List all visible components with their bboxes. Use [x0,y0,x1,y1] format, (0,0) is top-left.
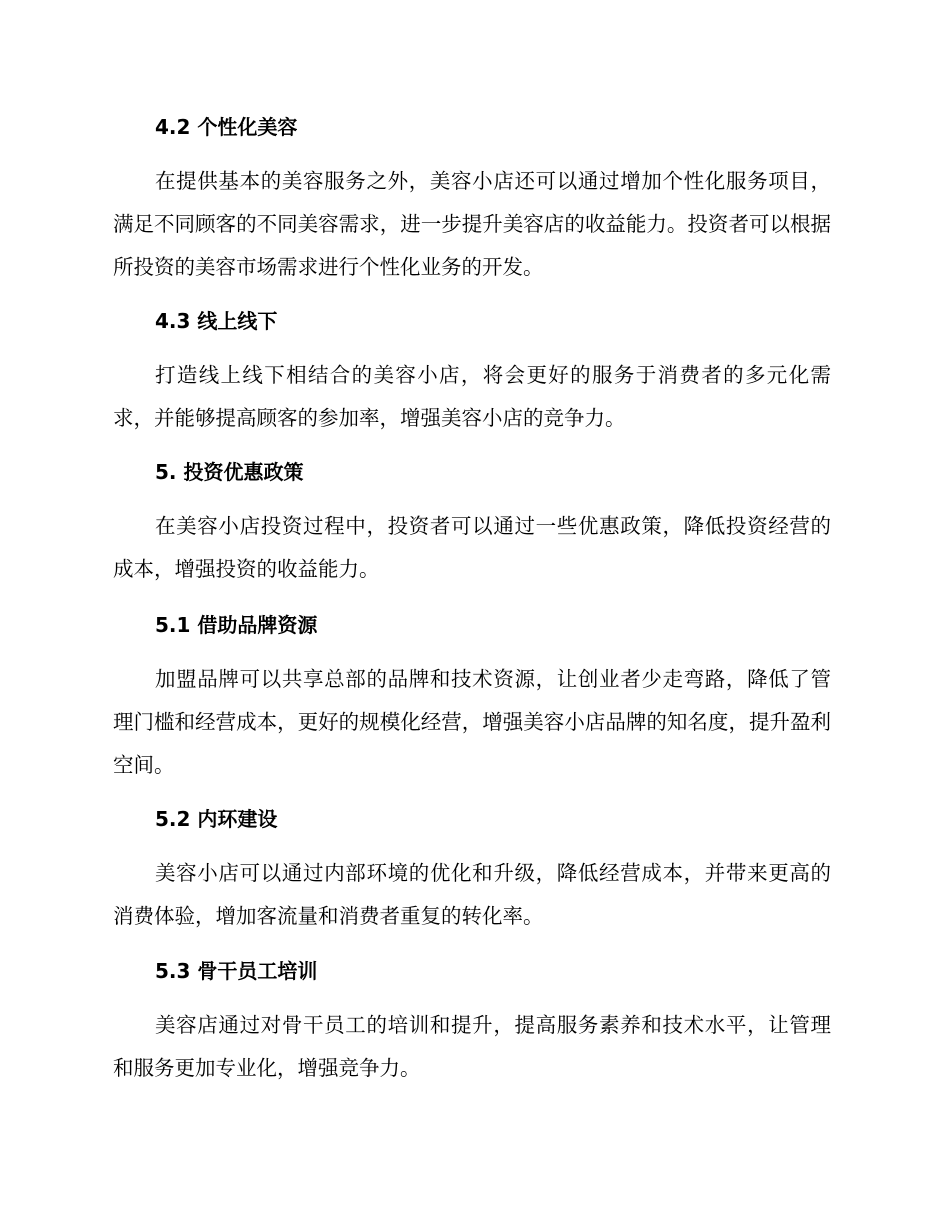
section-paragraph: 在提供基本的美容服务之外，美容小店还可以通过增加个性化服务项目，满足不同顾客的不同美容需求，进一步提升美容店的收益能力。投资者可以根据所投资的美容市场需求进行个性化业务的开发。 [113,169,831,279]
section-heading: 5.3 骨干员工培训 [155,959,318,983]
section-heading: 5.2 内环建设 [155,807,278,831]
section-heading: 4.3 线上线下 [155,309,278,333]
section-paragraph: 在美容小店投资过程中，投资者可以通过一些优惠政策，降低投资经营的成本，增强投资的收益能力。 [113,514,831,581]
section-4-3 [113,309,831,440]
section-paragraph: 美容店通过对骨干员工的培训和提升，提高服务素养和技术水平，让管理和服务更加专业化，增强竞争力。 [113,1013,831,1080]
section-paragraph: 打造线上线下相结合的美容小店，将会更好的服务于消费者的多元化需求，并能够提高顾客的参加率，增强美容小店的竞争力。 [113,363,831,430]
section-heading: 5.1 借助品牌资源 [155,613,318,637]
section-5-1 [113,613,831,787]
section-paragraph: 加盟品牌可以共享总部的品牌和技术资源，让创业者少走弯路，降低了管理门槛和经营成本，更好的规模化经营，增强美容小店品牌的知名度，提升盈利空间。 [113,667,831,777]
section-5-2 [113,807,831,938]
section-heading: 4.2 个性化美容 [155,115,298,139]
section-heading: 5. 投资优惠政策 [155,460,304,484]
section-5-3 [113,959,831,1090]
section-paragraph: 美容小店可以通过内部环境的优化和升级，降低经营成本，并带来更高的消费体验，增加客流量和消费者重复的转化率。 [113,861,831,928]
section-4-2 [113,115,831,289]
section-5 [113,460,831,591]
